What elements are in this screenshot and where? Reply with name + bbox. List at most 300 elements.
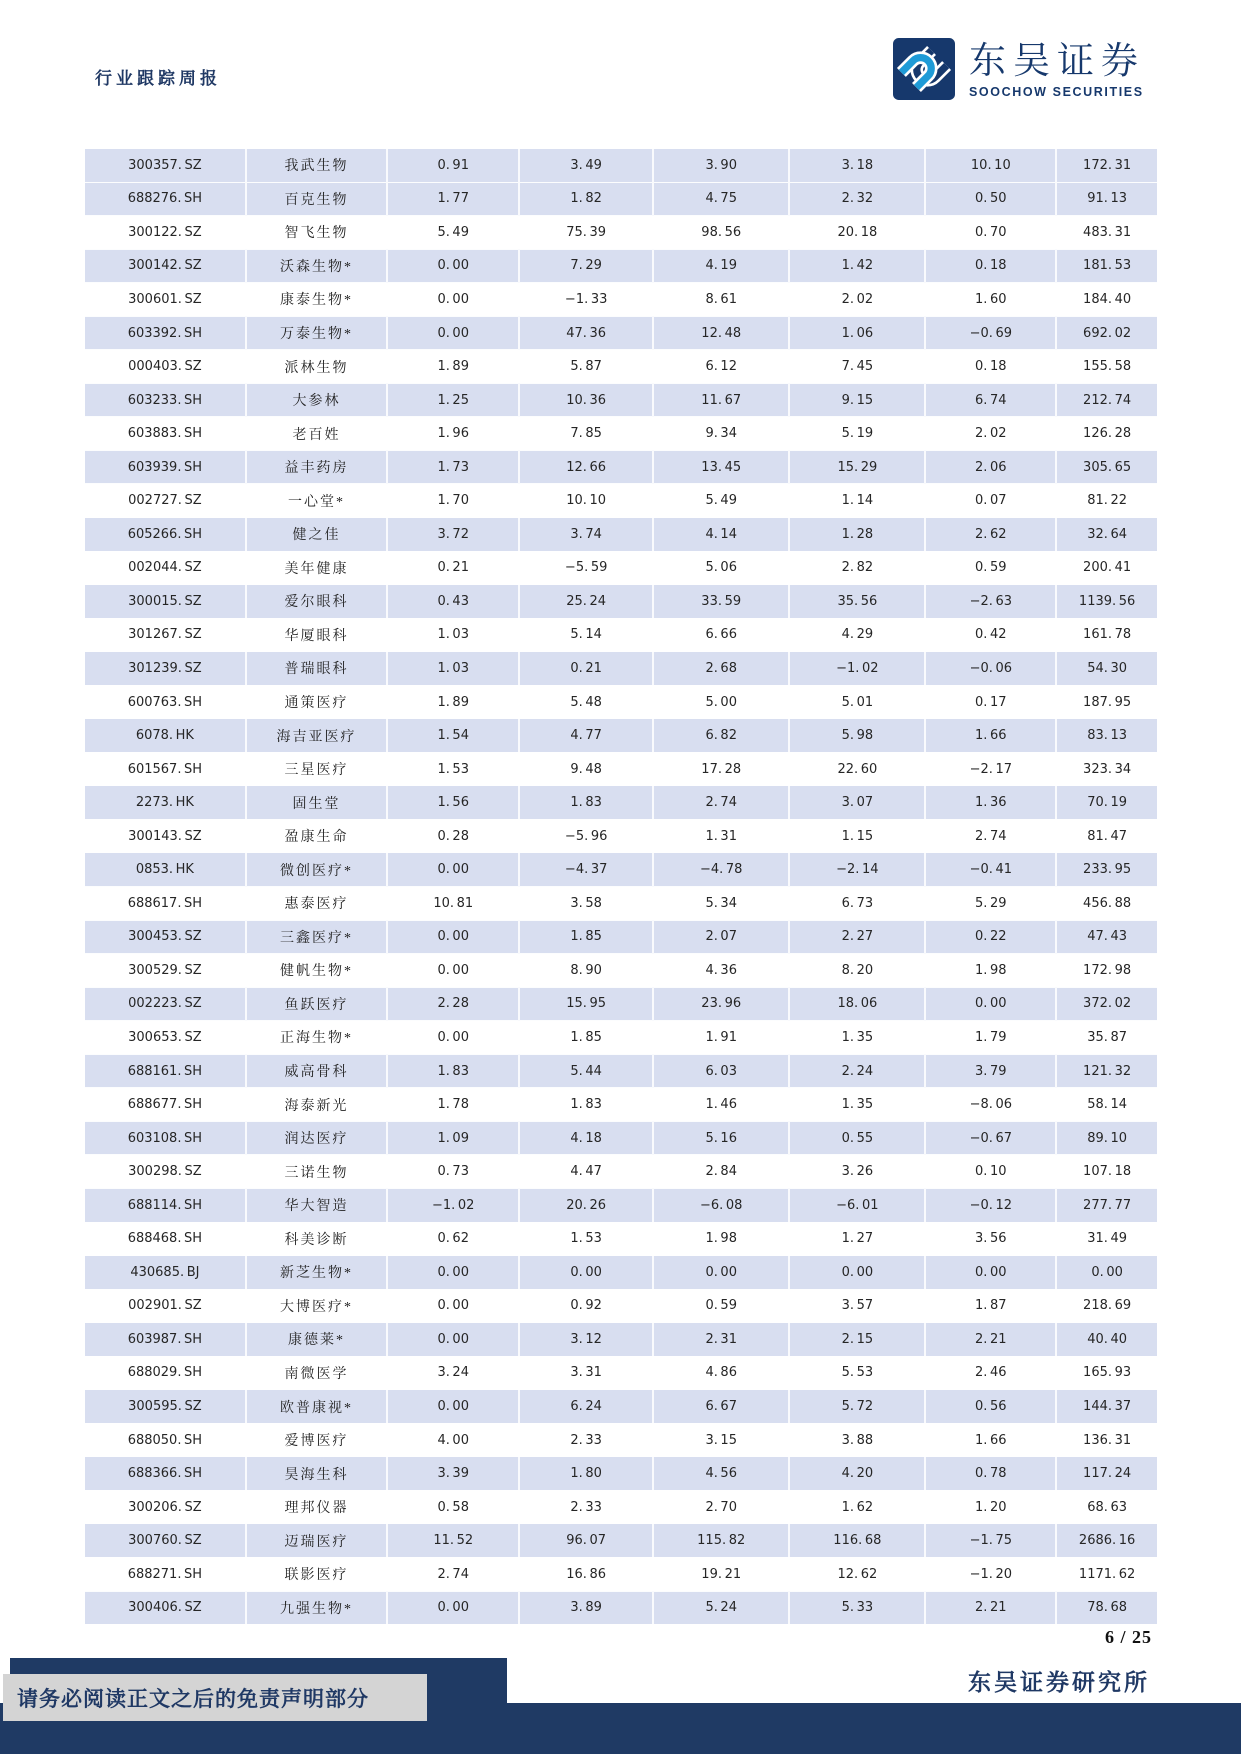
stock-code: 002223. SZ xyxy=(85,987,246,1021)
table-row xyxy=(85,249,1157,283)
value-cell: 0. 59 xyxy=(653,1289,789,1323)
table-row xyxy=(85,551,1157,585)
value-cell: 323. 34 xyxy=(1056,752,1157,786)
table-row xyxy=(85,417,1157,451)
stock-code: 688677. SH xyxy=(85,1088,246,1122)
value-cell: 2. 31 xyxy=(653,1323,789,1357)
value-cell: 2. 74 xyxy=(653,786,789,820)
value-cell: 1. 42 xyxy=(789,249,925,283)
value-cell: 1. 25 xyxy=(387,383,519,417)
stock-code: 603987. SH xyxy=(85,1323,246,1357)
stock-code: 300357. SZ xyxy=(85,149,246,183)
stock-name: 昊海生科 xyxy=(246,1457,388,1491)
value-cell: 0. 58 xyxy=(387,1490,519,1524)
value-cell: 7. 85 xyxy=(519,417,653,451)
value-cell: 172. 31 xyxy=(1056,149,1157,183)
table-row xyxy=(85,618,1157,652)
table-row xyxy=(85,853,1157,887)
value-cell: −0. 12 xyxy=(925,1188,1056,1222)
stock-name: 智飞生物 xyxy=(246,216,388,250)
value-cell: 1. 56 xyxy=(387,786,519,820)
value-cell: 2. 27 xyxy=(789,920,925,954)
value-cell: 3. 72 xyxy=(387,518,519,552)
stock-code: 605266. SH xyxy=(85,518,246,552)
value-cell: 1. 14 xyxy=(789,484,925,518)
value-cell: −1. 33 xyxy=(519,283,653,317)
value-cell: 1. 87 xyxy=(925,1289,1056,1323)
value-cell: 20. 18 xyxy=(789,216,925,250)
value-cell: 5. 33 xyxy=(789,1591,925,1624)
value-cell: 116. 68 xyxy=(789,1524,925,1558)
value-cell: 12. 62 xyxy=(789,1557,925,1591)
table-row xyxy=(85,1121,1157,1155)
table-row xyxy=(85,719,1157,753)
value-cell: 1. 82 xyxy=(519,182,653,216)
table-row xyxy=(85,1188,1157,1222)
value-cell: 1. 03 xyxy=(387,652,519,686)
value-cell: 0. 00 xyxy=(387,249,519,283)
value-cell: 3. 56 xyxy=(925,1222,1056,1256)
value-cell: 7. 45 xyxy=(789,350,925,384)
value-cell: 2. 02 xyxy=(789,283,925,317)
stock-name: 正海生物* xyxy=(246,1021,388,1055)
table-row xyxy=(85,954,1157,988)
value-cell: 0. 00 xyxy=(387,1591,519,1624)
value-cell: 1. 98 xyxy=(653,1222,789,1256)
value-cell: 121. 32 xyxy=(1056,1054,1157,1088)
table-row xyxy=(85,1222,1157,1256)
value-cell: 126. 28 xyxy=(1056,417,1157,451)
value-cell: 16. 86 xyxy=(519,1557,653,1591)
table-row xyxy=(85,887,1157,921)
stock-code: 688161. SH xyxy=(85,1054,246,1088)
value-cell: 2. 84 xyxy=(653,1155,789,1189)
value-cell: 4. 36 xyxy=(653,954,789,988)
stock-code: 002901. SZ xyxy=(85,1289,246,1323)
table-row xyxy=(85,316,1157,350)
stock-code: 2273. HK xyxy=(85,786,246,820)
stock-code: 300143. SZ xyxy=(85,819,246,853)
value-cell: 1. 73 xyxy=(387,450,519,484)
value-cell: 277. 77 xyxy=(1056,1188,1157,1222)
value-cell: 161. 78 xyxy=(1056,618,1157,652)
disclaimer-box xyxy=(3,1674,427,1721)
value-cell: −0. 41 xyxy=(925,853,1056,887)
value-cell: 0. 00 xyxy=(387,853,519,887)
value-cell: 23. 96 xyxy=(653,987,789,1021)
stock-name: 三星医疗 xyxy=(246,752,388,786)
value-cell: 0. 18 xyxy=(925,249,1056,283)
table-row xyxy=(85,182,1157,216)
value-cell: −0. 67 xyxy=(925,1121,1056,1155)
value-cell: 11. 52 xyxy=(387,1524,519,1558)
stock-name: 健之佳 xyxy=(246,518,388,552)
value-cell: 172. 98 xyxy=(1056,954,1157,988)
value-cell: 40. 40 xyxy=(1056,1323,1157,1357)
value-cell: −1. 75 xyxy=(925,1524,1056,1558)
value-cell: 3. 49 xyxy=(519,149,653,183)
value-cell: 2. 82 xyxy=(789,551,925,585)
value-cell: 144. 37 xyxy=(1056,1390,1157,1424)
value-cell: 0. 00 xyxy=(789,1256,925,1290)
stock-name: 健帆生物* xyxy=(246,954,388,988)
value-cell: 1. 80 xyxy=(519,1457,653,1491)
value-cell: 1. 66 xyxy=(925,1423,1056,1457)
value-cell: 2. 74 xyxy=(387,1557,519,1591)
stock-code: 300122. SZ xyxy=(85,216,246,250)
value-cell: 0. 92 xyxy=(519,1289,653,1323)
value-cell: 3. 89 xyxy=(519,1591,653,1624)
stock-code: 6078. HK xyxy=(85,719,246,753)
brand-logo-text xyxy=(969,38,1145,99)
stock-code: 301267. SZ xyxy=(85,618,246,652)
value-cell: 35. 56 xyxy=(789,585,925,619)
value-cell: 0. 10 xyxy=(925,1155,1056,1189)
value-cell: −2. 14 xyxy=(789,853,925,887)
value-cell: 35. 87 xyxy=(1056,1021,1157,1055)
value-cell: 0. 17 xyxy=(925,685,1056,719)
stock-name: 联影医疗 xyxy=(246,1557,388,1591)
value-cell: 4. 56 xyxy=(653,1457,789,1491)
table-row xyxy=(85,752,1157,786)
value-cell: 2686. 16 xyxy=(1056,1524,1157,1558)
stock-code: 300015. SZ xyxy=(85,585,246,619)
value-cell: 75. 39 xyxy=(519,216,653,250)
table-row xyxy=(85,685,1157,719)
value-cell: 0. 00 xyxy=(387,1021,519,1055)
value-cell: 0. 91 xyxy=(387,149,519,183)
stock-code: 0853. HK xyxy=(85,853,246,887)
value-cell: −1. 02 xyxy=(387,1188,519,1222)
stock-code: 688029. SH xyxy=(85,1356,246,1390)
value-cell: 2. 62 xyxy=(925,518,1056,552)
value-cell: 32. 64 xyxy=(1056,518,1157,552)
value-cell: 10. 81 xyxy=(387,887,519,921)
value-cell: 1. 46 xyxy=(653,1088,789,1122)
value-cell: 0. 00 xyxy=(925,987,1056,1021)
stock-code: 300653. SZ xyxy=(85,1021,246,1055)
stock-name: 我武生物 xyxy=(246,149,388,183)
value-cell: 5. 72 xyxy=(789,1390,925,1424)
stock-name: 海吉亚医疗 xyxy=(246,719,388,753)
stock-name: 九强生物* xyxy=(246,1591,388,1624)
value-cell: 6. 74 xyxy=(925,383,1056,417)
value-cell: 1. 20 xyxy=(925,1490,1056,1524)
stock-name: 固生堂 xyxy=(246,786,388,820)
value-cell: 1. 60 xyxy=(925,283,1056,317)
stock-code: 603392. SH xyxy=(85,316,246,350)
table-row xyxy=(85,1356,1157,1390)
value-cell: 4. 00 xyxy=(387,1423,519,1457)
value-cell: 4. 14 xyxy=(653,518,789,552)
value-cell: 4. 47 xyxy=(519,1155,653,1189)
value-cell: 1. 28 xyxy=(789,518,925,552)
value-cell: 2. 33 xyxy=(519,1490,653,1524)
value-cell: 2. 74 xyxy=(925,819,1056,853)
value-cell: 0. 18 xyxy=(925,350,1056,384)
stock-name: 南微医学 xyxy=(246,1356,388,1390)
value-cell: 2. 70 xyxy=(653,1490,789,1524)
stock-name: 百克生物 xyxy=(246,182,388,216)
value-cell: −5. 96 xyxy=(519,819,653,853)
stock-code: 300760. SZ xyxy=(85,1524,246,1558)
value-cell: 25. 24 xyxy=(519,585,653,619)
table-row xyxy=(85,1457,1157,1491)
brand-name-en: SOOCHOW SECURITIES xyxy=(969,85,1144,99)
stock-name: 爱博医疗 xyxy=(246,1423,388,1457)
value-cell: 1171. 62 xyxy=(1056,1557,1157,1591)
value-cell: 1. 85 xyxy=(519,1021,653,1055)
value-cell: 10. 10 xyxy=(519,484,653,518)
value-cell: 2. 28 xyxy=(387,987,519,1021)
value-cell: 3. 39 xyxy=(387,1457,519,1491)
report-type-label: 行业跟踪周报 xyxy=(95,69,221,88)
value-cell: 11. 67 xyxy=(653,383,789,417)
stock-name: 一心堂* xyxy=(246,484,388,518)
table-row xyxy=(85,383,1157,417)
value-cell: 2. 21 xyxy=(925,1323,1056,1357)
stock-code: 002727. SZ xyxy=(85,484,246,518)
value-cell: 3. 58 xyxy=(519,887,653,921)
value-cell: 4. 75 xyxy=(653,182,789,216)
value-cell: −2. 17 xyxy=(925,752,1056,786)
value-cell: 10. 10 xyxy=(925,149,1056,183)
stock-code: 603233. SH xyxy=(85,383,246,417)
table-row xyxy=(85,819,1157,853)
stock-code: 300142. SZ xyxy=(85,249,246,283)
value-cell: 2. 33 xyxy=(519,1423,653,1457)
table-row xyxy=(85,1289,1157,1323)
stock-code: 300298. SZ xyxy=(85,1155,246,1189)
table-row xyxy=(85,149,1157,183)
value-cell: −1. 20 xyxy=(925,1557,1056,1591)
value-cell: 3. 90 xyxy=(653,149,789,183)
stock-name: 理邦仪器 xyxy=(246,1490,388,1524)
soochow-logo-icon xyxy=(893,38,955,100)
value-cell: −4. 37 xyxy=(519,853,653,887)
table-row xyxy=(85,1390,1157,1424)
stock-name: 盈康生命 xyxy=(246,819,388,853)
table-row xyxy=(85,1323,1157,1357)
value-cell: 0. 43 xyxy=(387,585,519,619)
stock-code: 688617. SH xyxy=(85,887,246,921)
stock-code: 300206. SZ xyxy=(85,1490,246,1524)
value-cell: 0. 00 xyxy=(387,1323,519,1357)
value-cell: 3. 24 xyxy=(387,1356,519,1390)
value-cell: 1. 62 xyxy=(789,1490,925,1524)
stock-name: 科美诊断 xyxy=(246,1222,388,1256)
value-cell: 4. 20 xyxy=(789,1457,925,1491)
stock-name: 三鑫医疗* xyxy=(246,920,388,954)
value-cell: 1. 85 xyxy=(519,920,653,954)
value-cell: 98. 56 xyxy=(653,216,789,250)
stock-name: 普瑞眼科 xyxy=(246,652,388,686)
value-cell: 1. 89 xyxy=(387,685,519,719)
value-cell: 3. 07 xyxy=(789,786,925,820)
table-row xyxy=(85,920,1157,954)
value-cell: 5. 01 xyxy=(789,685,925,719)
stock-name: 鱼跃医疗 xyxy=(246,987,388,1021)
value-cell: 233. 95 xyxy=(1056,853,1157,887)
value-cell: 31. 49 xyxy=(1056,1222,1157,1256)
value-cell: 2. 02 xyxy=(925,417,1056,451)
stock-name: 华厦眼科 xyxy=(246,618,388,652)
value-cell: 9. 15 xyxy=(789,383,925,417)
stock-name: 欧普康视* xyxy=(246,1390,388,1424)
table-row xyxy=(85,987,1157,1021)
stock-name: 沃森生物* xyxy=(246,249,388,283)
table-row xyxy=(85,585,1157,619)
value-cell: 187. 95 xyxy=(1056,685,1157,719)
value-cell: 6. 82 xyxy=(653,719,789,753)
value-cell: 0. 62 xyxy=(387,1222,519,1256)
stock-code: 300595. SZ xyxy=(85,1390,246,1424)
value-cell: 1. 15 xyxy=(789,819,925,853)
value-cell: 2. 24 xyxy=(789,1054,925,1088)
stock-name: 老百姓 xyxy=(246,417,388,451)
value-cell: 12. 66 xyxy=(519,450,653,484)
value-cell: 0. 00 xyxy=(1056,1256,1157,1290)
stock-name: 新芝生物* xyxy=(246,1256,388,1290)
stock-name: 康德莱* xyxy=(246,1323,388,1357)
value-cell: 165. 93 xyxy=(1056,1356,1157,1390)
value-cell: 456. 88 xyxy=(1056,887,1157,921)
disclaimer-text: 请务必阅读正文之后的免责声明部分 xyxy=(17,1686,369,1711)
value-cell: 184. 40 xyxy=(1056,283,1157,317)
research-institute-label: 东吴证券研究所 xyxy=(968,1670,1150,1695)
value-cell: 0. 59 xyxy=(925,551,1056,585)
value-cell: 70. 19 xyxy=(1056,786,1157,820)
stock-code: 688468. SH xyxy=(85,1222,246,1256)
value-cell: 78. 68 xyxy=(1056,1591,1157,1624)
stock-name: 微创医疗* xyxy=(246,853,388,887)
value-cell: 54. 30 xyxy=(1056,652,1157,686)
value-cell: 3. 79 xyxy=(925,1054,1056,1088)
value-cell: 2. 15 xyxy=(789,1323,925,1357)
stock-code: 603883. SH xyxy=(85,417,246,451)
table-row xyxy=(85,786,1157,820)
stock-code: 688271. SH xyxy=(85,1557,246,1591)
stock-code: 300601. SZ xyxy=(85,283,246,317)
value-cell: 91. 13 xyxy=(1056,182,1157,216)
value-cell: 1. 35 xyxy=(789,1088,925,1122)
stock-name: 美年健康 xyxy=(246,551,388,585)
value-cell: 692. 02 xyxy=(1056,316,1157,350)
stock-code: 601567. SH xyxy=(85,752,246,786)
stock-code: 603939. SH xyxy=(85,450,246,484)
value-cell: 19. 21 xyxy=(653,1557,789,1591)
value-cell: 1. 91 xyxy=(653,1021,789,1055)
value-cell: 96. 07 xyxy=(519,1524,653,1558)
value-cell: 89. 10 xyxy=(1056,1121,1157,1155)
value-cell: 47. 36 xyxy=(519,316,653,350)
value-cell: 0. 22 xyxy=(925,920,1056,954)
stock-code: 688050. SH xyxy=(85,1423,246,1457)
value-cell: 0. 00 xyxy=(519,1256,653,1290)
stock-name: 通策医疗 xyxy=(246,685,388,719)
value-cell: −0. 06 xyxy=(925,652,1056,686)
value-cell: 1. 03 xyxy=(387,618,519,652)
value-cell: 8. 61 xyxy=(653,283,789,317)
value-cell: 6. 24 xyxy=(519,1390,653,1424)
value-cell: 4. 77 xyxy=(519,719,653,753)
value-cell: 1. 53 xyxy=(387,752,519,786)
value-cell: −2. 63 xyxy=(925,585,1056,619)
value-cell: 0. 42 xyxy=(925,618,1056,652)
value-cell: 0. 55 xyxy=(789,1121,925,1155)
value-cell: 4. 19 xyxy=(653,249,789,283)
value-cell: 1. 53 xyxy=(519,1222,653,1256)
value-cell: 5. 06 xyxy=(653,551,789,585)
value-cell: 0. 00 xyxy=(653,1256,789,1290)
value-cell: −1. 02 xyxy=(789,652,925,686)
stock-name: 华大智造 xyxy=(246,1188,388,1222)
stock-code: 603108. SH xyxy=(85,1121,246,1155)
table-row xyxy=(85,652,1157,686)
stock-name: 威高骨科 xyxy=(246,1054,388,1088)
value-cell: 1. 96 xyxy=(387,417,519,451)
value-cell: 1. 36 xyxy=(925,786,1056,820)
value-cell: 0. 70 xyxy=(925,216,1056,250)
stock-name: 三诺生物 xyxy=(246,1155,388,1189)
value-cell: 5. 49 xyxy=(387,216,519,250)
value-cell: 4. 18 xyxy=(519,1121,653,1155)
value-cell: 7. 29 xyxy=(519,249,653,283)
value-cell: 212. 74 xyxy=(1056,383,1157,417)
value-cell: 2. 68 xyxy=(653,652,789,686)
value-cell: 0. 00 xyxy=(387,920,519,954)
value-cell: 483. 31 xyxy=(1056,216,1157,250)
value-cell: 6. 67 xyxy=(653,1390,789,1424)
stock-code: 000403. SZ xyxy=(85,350,246,384)
stock-name: 大参林 xyxy=(246,383,388,417)
value-cell: 1. 89 xyxy=(387,350,519,384)
value-cell: 15. 95 xyxy=(519,987,653,1021)
value-cell: −6. 01 xyxy=(789,1188,925,1222)
stock-name: 爱尔眼科 xyxy=(246,585,388,619)
table-row xyxy=(85,1054,1157,1088)
value-cell: 2. 21 xyxy=(925,1591,1056,1624)
value-cell: 4. 29 xyxy=(789,618,925,652)
value-cell: 6. 73 xyxy=(789,887,925,921)
stock-name: 派林生物 xyxy=(246,350,388,384)
value-cell: −5. 59 xyxy=(519,551,653,585)
value-cell: 10. 36 xyxy=(519,383,653,417)
table-row xyxy=(85,1088,1157,1122)
stock-name: 迈瑞医疗 xyxy=(246,1524,388,1558)
stock-code: 688276. SH xyxy=(85,182,246,216)
value-cell: 3. 57 xyxy=(789,1289,925,1323)
value-cell: 0. 50 xyxy=(925,182,1056,216)
value-cell: 3. 15 xyxy=(653,1423,789,1457)
value-cell: 1. 35 xyxy=(789,1021,925,1055)
value-cell: −8. 06 xyxy=(925,1088,1056,1122)
value-cell: 1. 27 xyxy=(789,1222,925,1256)
stock-table xyxy=(85,148,1157,1624)
stock-code: 688114. SH xyxy=(85,1188,246,1222)
value-cell: 5. 29 xyxy=(925,887,1056,921)
table-row xyxy=(85,450,1157,484)
value-cell: 0. 07 xyxy=(925,484,1056,518)
value-cell: 5. 98 xyxy=(789,719,925,753)
value-cell: 22. 60 xyxy=(789,752,925,786)
value-cell: 1. 09 xyxy=(387,1121,519,1155)
stock-code: 300453. SZ xyxy=(85,920,246,954)
value-cell: 107. 18 xyxy=(1056,1155,1157,1189)
value-cell: 0. 21 xyxy=(519,652,653,686)
value-cell: 2. 07 xyxy=(653,920,789,954)
value-cell: 33. 59 xyxy=(653,585,789,619)
